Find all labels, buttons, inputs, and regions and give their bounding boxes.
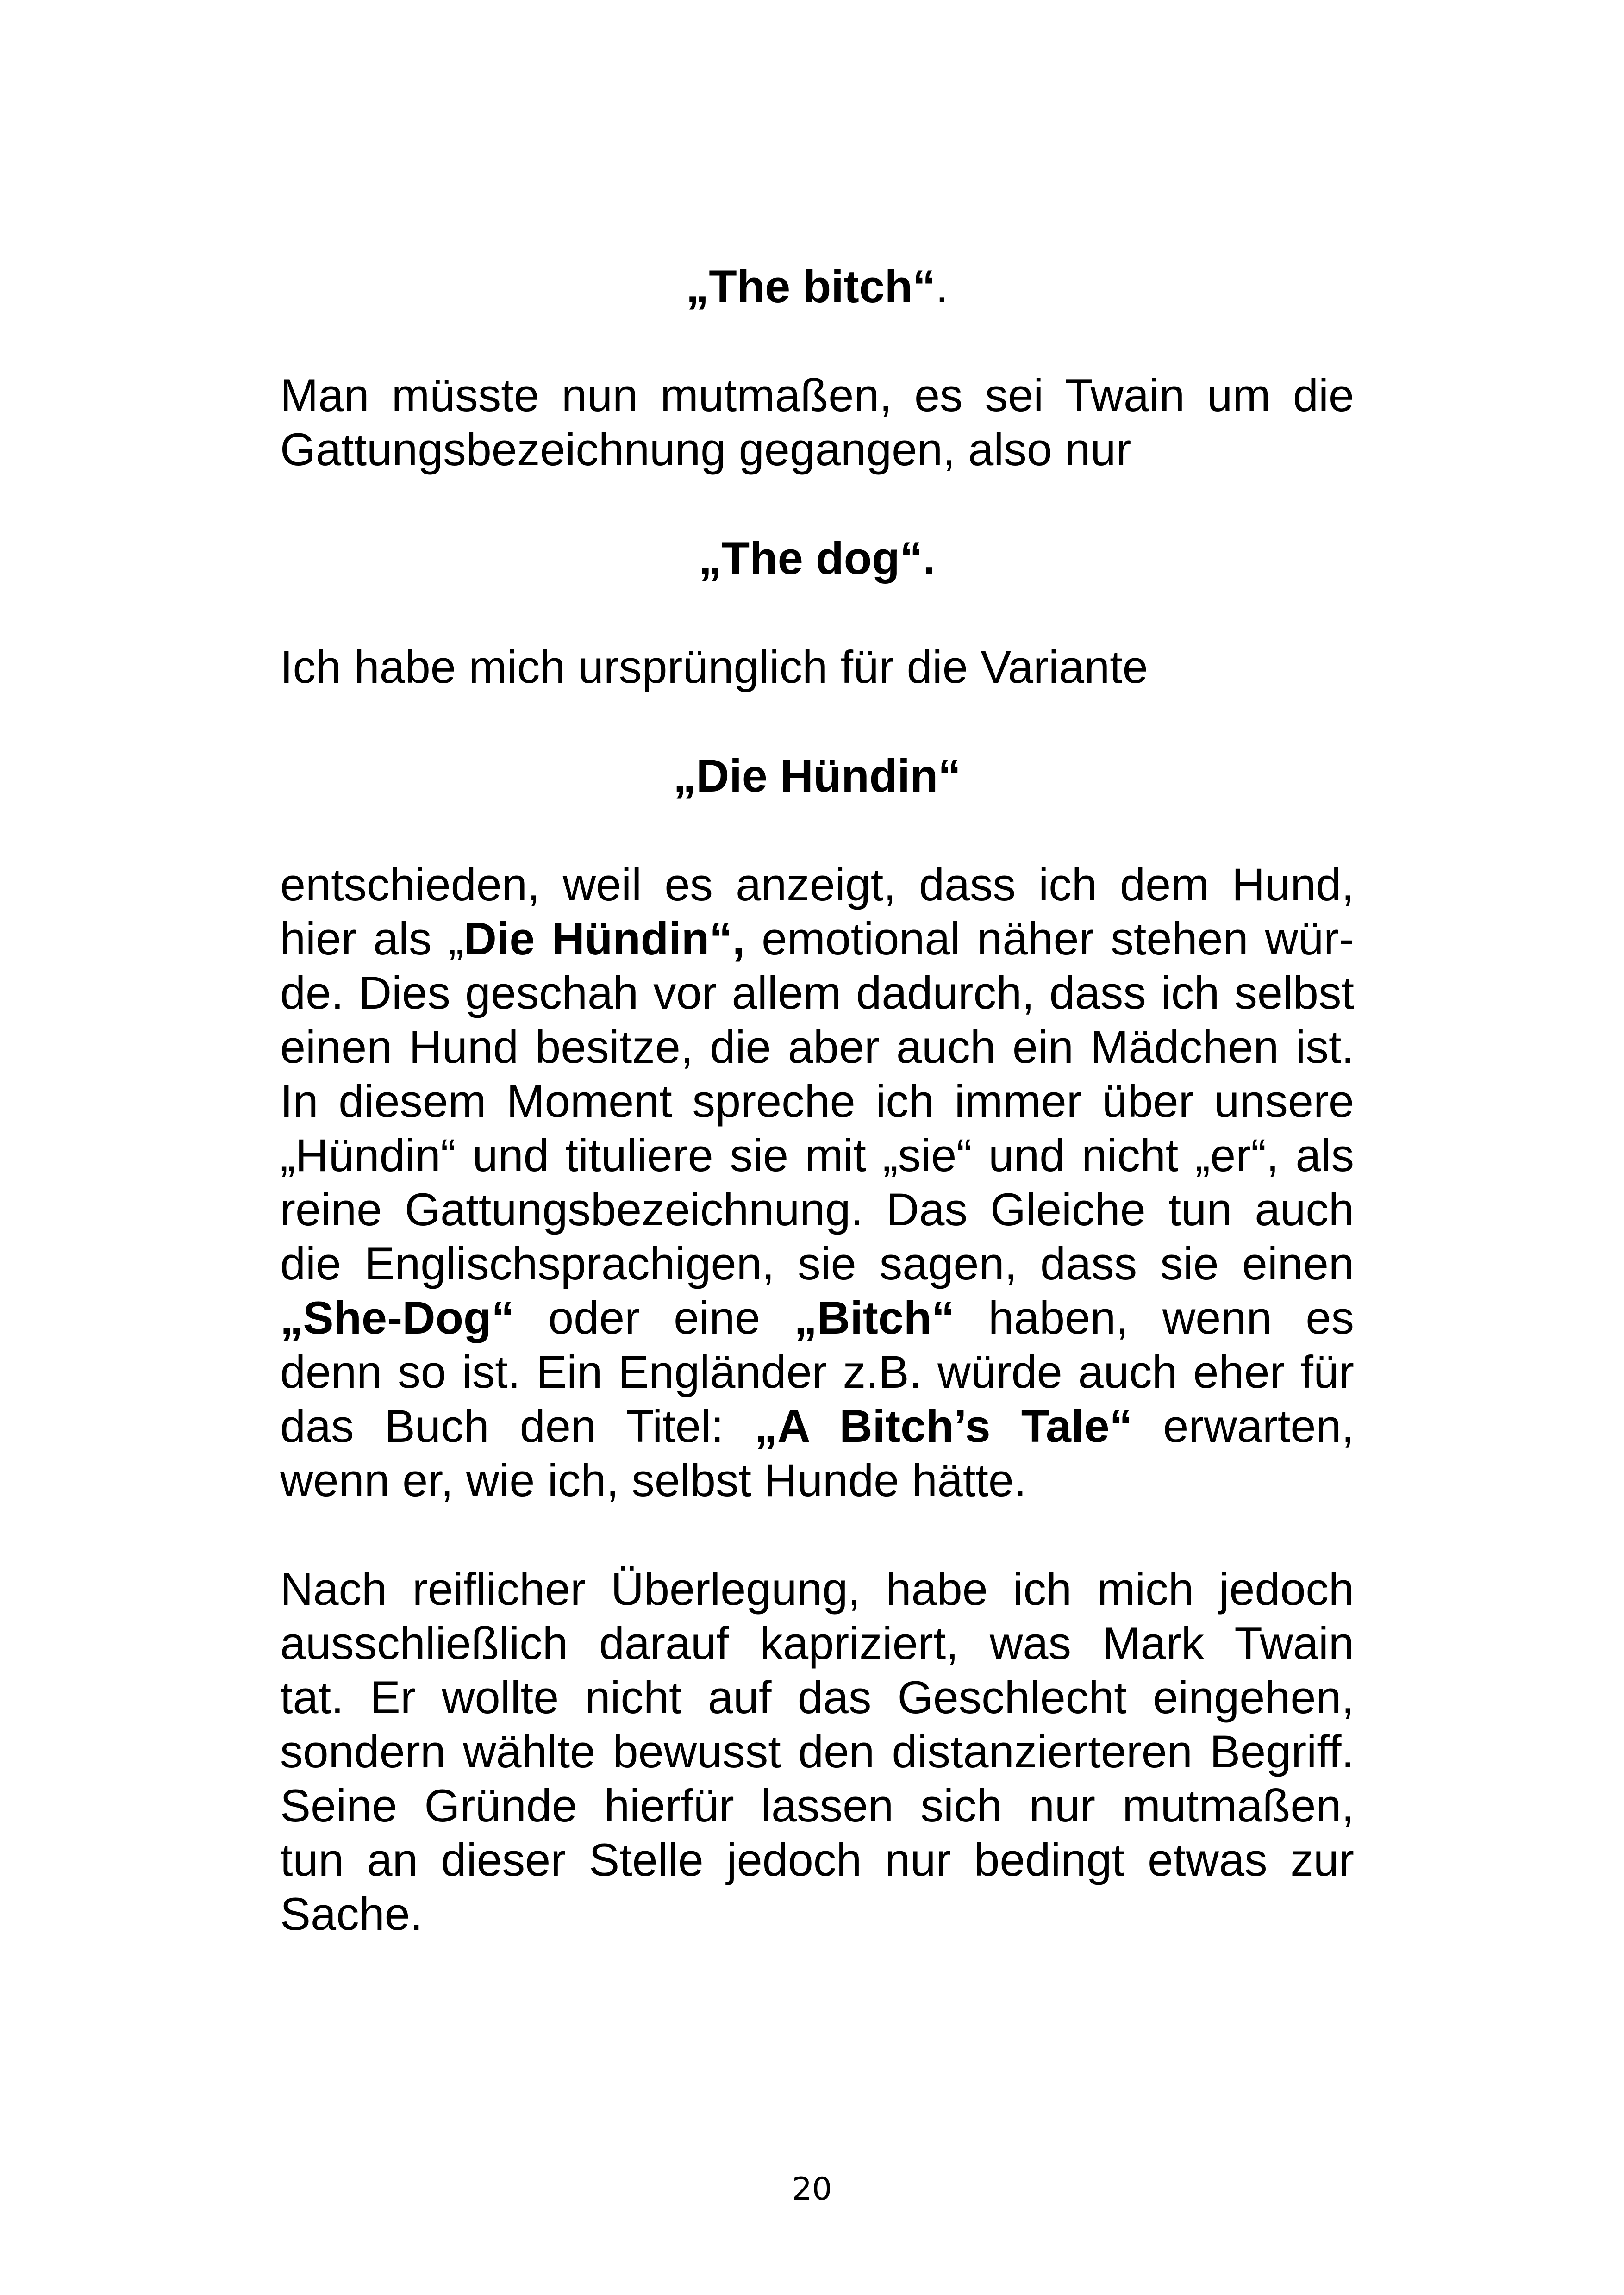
paragraph-3 [280, 857, 1354, 1507]
paragraph-3-line: wenn er, wie ich, selbst Hunde hätte. [280, 1454, 1027, 1506]
heading-the-bitch-period: . [935, 261, 949, 312]
heading-the-bitch [280, 259, 1354, 313]
paragraph-3-text: erwarten, [1132, 1400, 1354, 1452]
paragraph-2 [280, 640, 1354, 694]
paragraph-3-line: In diesem Moment spreche ich immer über unsere [280, 1075, 1354, 1127]
paragraph-3-line: die Englischsprachigen, sie sagen, dass sie einen [280, 1238, 1354, 1289]
paragraph-4-line: Sache. [280, 1888, 423, 1940]
paragraph-3-line: reine Gattungsbezeichnung. Das Gleiche tun auch [280, 1184, 1354, 1235]
paragraph-4 [280, 1562, 1354, 1941]
paragraph-1-line: Gattungsbezeichnung gegangen, also nur [280, 424, 1131, 475]
heading-the-bitch-bold: „The bitch“ [686, 261, 936, 312]
page-number: 20 [792, 2171, 832, 2208]
page-content [280, 259, 1354, 1941]
paragraph-3-text: hier als „ [280, 913, 464, 964]
paragraph-3-line: „Hündin“ und tituliere sie mit „sie“ und nicht „er“, als [280, 1129, 1354, 1181]
paragraph-4-line: sondern wählte bewusst den distanzierteren Begriff. [280, 1726, 1354, 1777]
paragraph-3-bold: Die Hündin“, [463, 913, 745, 964]
paragraph-3-bold: „Bitch“ [794, 1292, 955, 1343]
heading-the-dog [280, 531, 1354, 585]
heading-die-huendin-bold: „Die Hündin“ [673, 750, 961, 801]
paragraph-3-line: denn so ist. Ein Engländer z.B. würde auch eher für [280, 1346, 1354, 1397]
paragraph-3-line [280, 1399, 1354, 1453]
paragraph-3-text: oder eine [514, 1292, 794, 1343]
paragraph-3-bold: „A Bitch’s Tale“ [754, 1400, 1133, 1452]
heading-the-dog-bold: „The dog“. [699, 532, 936, 584]
paragraph-3-line [280, 1291, 1354, 1345]
paragraph-4-line: Seine Gründe hierfür lassen sich nur mutmaßen, [280, 1780, 1354, 1831]
paragraph-3-text: das Buch den Titel: [280, 1400, 755, 1452]
paragraph-4-line: tat. Er wollte nicht auf das Geschlecht eingehen, [280, 1671, 1354, 1723]
paragraph-1-line: Man müsste nun mutmaßen, es sei Twain um die [280, 369, 1354, 421]
paragraph-3-bold: „She-Dog“ [280, 1292, 514, 1343]
paragraph-3-line: einen Hund besitze, die aber auch ein Mädchen ist. [280, 1021, 1354, 1073]
paragraph-3-line [280, 911, 1354, 966]
heading-die-huendin [280, 748, 1354, 803]
paragraph-3-text: haben, wenn es [954, 1292, 1354, 1343]
paragraph-4-line: tun an dieser Stelle jedoch nur bedingt etwas zur [280, 1834, 1354, 1885]
paragraph-3-text: emotional näher stehen wür- [745, 913, 1355, 964]
paragraph-3-line: de. Dies geschah vor allem dadurch, dass ich selbst [280, 967, 1354, 1018]
paragraph-2-line: Ich habe mich ursprünglich für die Variante [280, 641, 1148, 692]
paragraph-1 [280, 368, 1354, 476]
paragraph-4-line: Nach reiflicher Überlegung, habe ich mich jedoch [280, 1563, 1354, 1615]
paragraph-3-line: entschieden, weil es anzeigt, dass ich dem Hund, [280, 859, 1354, 910]
paragraph-4-line: ausschließlich darauf kapriziert, was Mark Twain [280, 1617, 1354, 1669]
